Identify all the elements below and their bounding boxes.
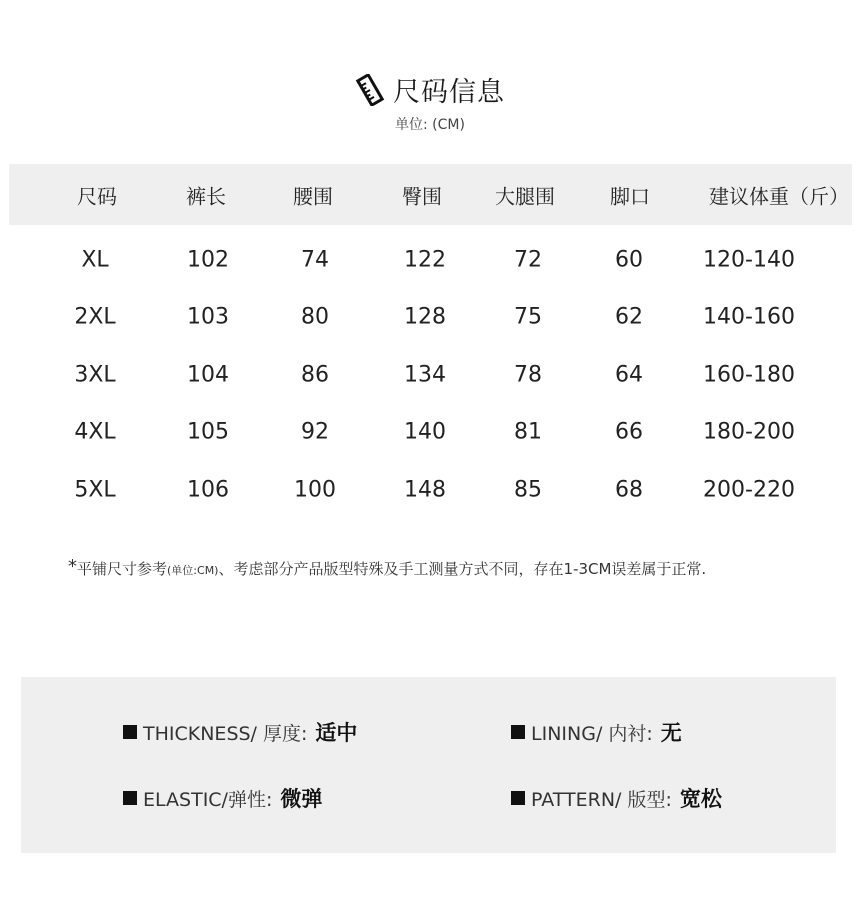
unit-label: 单位: (CM)	[395, 117, 465, 133]
cell-thigh: 81	[514, 419, 542, 445]
bullet-square-icon	[123, 791, 137, 805]
cell-thigh: 75	[514, 304, 542, 330]
cell-waist: 92	[301, 419, 329, 445]
cell-length: 104	[187, 362, 229, 388]
col-header-weight: 建议体重（斤）	[709, 184, 849, 208]
table-body	[9, 225, 852, 519]
table-row	[9, 346, 852, 404]
col-header-size: 尺码	[77, 184, 117, 208]
properties-panel	[21, 677, 836, 853]
col-header-waist: 腰围	[293, 184, 333, 208]
cell-hem: 62	[615, 304, 643, 330]
title-block	[0, 70, 860, 110]
cell-thigh: 72	[514, 247, 542, 273]
cell-hem: 66	[615, 419, 643, 445]
cell-thigh: 78	[514, 362, 542, 388]
cell-size: XL	[81, 247, 109, 273]
cell-weight: 120-140	[703, 247, 795, 273]
cell-length: 102	[187, 247, 229, 273]
cell-length: 103	[187, 304, 229, 330]
table-row	[9, 289, 852, 347]
table-row	[9, 461, 852, 519]
size-table	[9, 164, 852, 519]
prop-thickness	[123, 717, 357, 747]
col-header-thigh: 大腿围	[495, 184, 555, 208]
cell-weight: 200-220	[703, 477, 795, 503]
note-text-1: 平铺尺寸参考	[77, 560, 168, 578]
prop-pattern-label: PATTERN/ 版型:	[531, 788, 672, 811]
table-row	[9, 404, 852, 462]
table-row	[9, 231, 852, 289]
prop-pattern-value: 宽松	[679, 787, 722, 811]
bullet-square-icon	[511, 791, 525, 805]
prop-lining-value: 无	[660, 721, 682, 745]
col-header-length: 裤长	[186, 184, 226, 208]
cell-thigh: 85	[514, 477, 542, 503]
cell-size: 2XL	[74, 304, 116, 330]
cell-weight: 180-200	[703, 419, 795, 445]
prop-elastic	[123, 783, 322, 813]
prop-elastic-label: ELASTIC/弹性:	[143, 788, 273, 811]
cell-hem: 64	[615, 362, 643, 388]
cell-hip: 140	[404, 419, 446, 445]
cell-length: 105	[187, 419, 229, 445]
cell-hip: 134	[404, 362, 446, 388]
cell-hip: 148	[404, 477, 446, 503]
prop-lining	[511, 717, 682, 747]
bullet-square-icon	[511, 725, 525, 739]
cell-hip: 128	[404, 304, 446, 330]
cell-waist: 86	[301, 362, 329, 388]
note-star: *	[68, 556, 77, 577]
cell-length: 106	[187, 477, 229, 503]
cell-waist: 74	[301, 247, 329, 273]
cell-waist: 80	[301, 304, 329, 330]
cell-hem: 60	[615, 247, 643, 273]
cell-size: 3XL	[74, 362, 116, 388]
measurement-note	[68, 556, 706, 579]
cell-weight: 160-180	[703, 362, 795, 388]
bullet-square-icon	[123, 725, 137, 739]
cell-weight: 140-160	[703, 304, 795, 330]
ruler-icon	[355, 74, 385, 106]
note-unit: (单位:CM)	[167, 564, 219, 577]
col-header-hem: 脚口	[610, 184, 650, 208]
page-title: 尺码信息	[393, 77, 505, 108]
cell-hip: 122	[404, 247, 446, 273]
prop-pattern	[511, 783, 722, 813]
cell-size: 4XL	[74, 419, 116, 445]
prop-lining-label: LINING/ 内衬:	[531, 722, 653, 745]
note-text-2: 、考虑部分产品版型特殊及手工测量方式不同，存在1-3CM误差属于正常.	[218, 560, 707, 578]
cell-waist: 100	[294, 477, 336, 503]
col-header-hip: 臀围	[402, 184, 442, 208]
prop-elastic-value: 微弹	[280, 787, 323, 811]
cell-size: 5XL	[74, 477, 116, 503]
cell-hem: 68	[615, 477, 643, 503]
prop-thickness-value: 适中	[315, 721, 358, 745]
table-header	[9, 164, 852, 225]
prop-thickness-label: THICKNESS/ 厚度:	[143, 722, 308, 745]
